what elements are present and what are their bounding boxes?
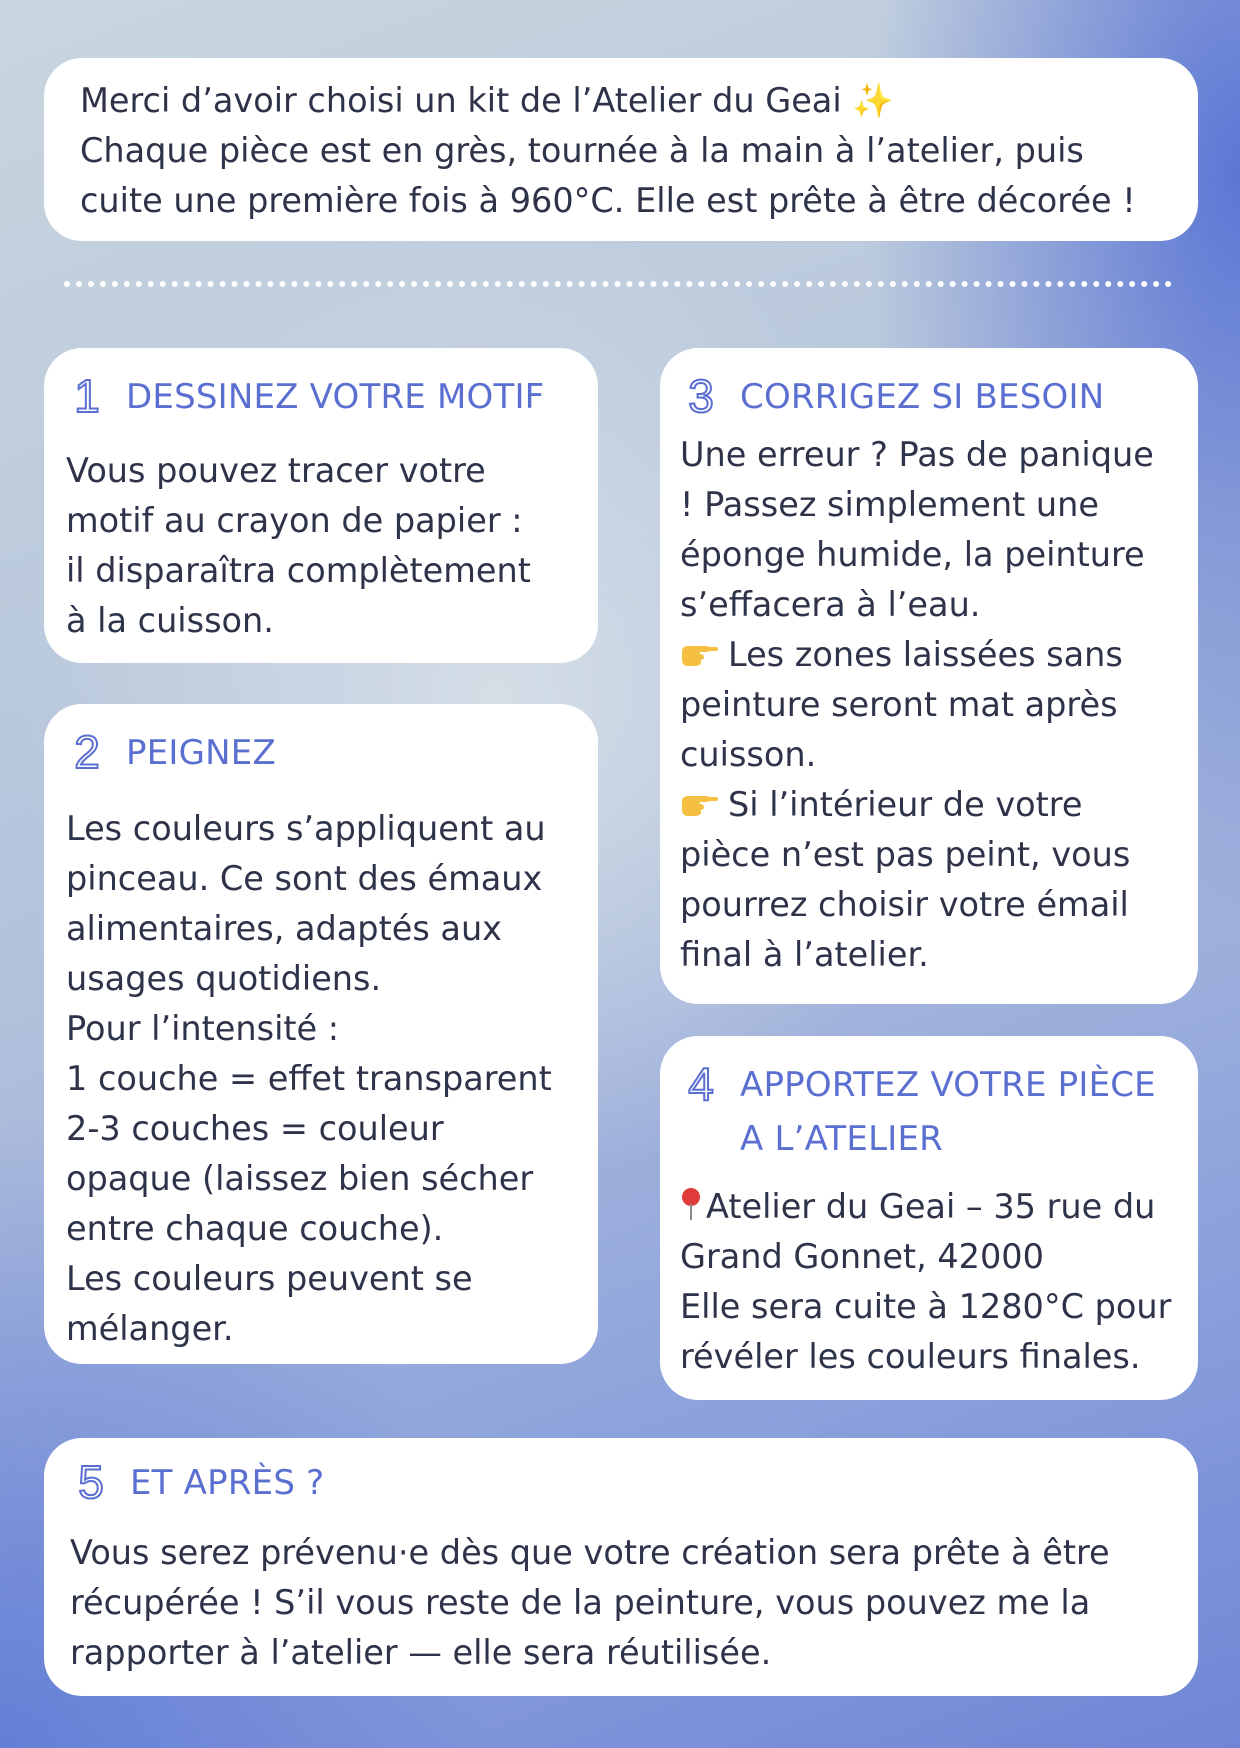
step4-line: Atelier du Geai – 35 rue du bbox=[706, 1187, 1156, 1226]
step4-line: Grand Gonnet, 42000 bbox=[680, 1237, 1044, 1276]
svg-text:3: 3 bbox=[688, 372, 714, 418]
number-5-icon bbox=[70, 1458, 112, 1502]
step5-line: rapporter à l’atelier — elle sera réutilisée. bbox=[70, 1633, 772, 1672]
step-header-1 bbox=[66, 370, 576, 424]
step-header-4 bbox=[680, 1058, 1178, 1166]
number-1-icon bbox=[66, 372, 108, 416]
step1-line: Vous pouvez tracer votre bbox=[66, 451, 486, 490]
step2-line: opaque (laissez bien sécher bbox=[66, 1159, 534, 1198]
svg-text:2: 2 bbox=[74, 728, 100, 774]
step2-line: usages quotidiens. bbox=[66, 959, 382, 998]
step-title-5: ET APRÈS ? bbox=[130, 1463, 325, 1503]
step3-line: peinture seront mat après bbox=[680, 685, 1118, 724]
step-card-5 bbox=[44, 1438, 1198, 1696]
sparkle-icon: ✨ bbox=[852, 81, 895, 120]
step2-line: 1 couche = effet transparent bbox=[66, 1059, 552, 1098]
step4-title-line: A L’ATELIER bbox=[740, 1119, 943, 1159]
intro-line-1: Merci d’avoir choisi un kit de l’Atelier du Geai bbox=[80, 81, 842, 120]
step2-line: Pour l’intensité : bbox=[66, 1009, 340, 1048]
step4-title-line: APPORTEZ VOTRE PIÈCE bbox=[740, 1065, 1156, 1105]
step3-line: Les zones laissées sans bbox=[728, 635, 1123, 674]
step1-line: à la cuisson. bbox=[66, 601, 274, 640]
step1-line: il disparaîtra complètement bbox=[66, 551, 531, 590]
step-header-5 bbox=[70, 1456, 1172, 1510]
step4-line: Elle sera cuite à 1280°C pour bbox=[680, 1287, 1172, 1326]
step2-line: mélanger. bbox=[66, 1309, 234, 1348]
dotted-divider bbox=[64, 281, 1172, 287]
step-body-2 bbox=[66, 804, 576, 1354]
step2-line: entre chaque couche). bbox=[66, 1209, 444, 1248]
step-title-4 bbox=[740, 1058, 1156, 1166]
location-pin-icon bbox=[680, 1186, 702, 1222]
step2-line: Les couleurs s’appliquent au bbox=[66, 809, 546, 848]
step2-line: pinceau. Ce sont des émaux bbox=[66, 859, 543, 898]
step-body-4 bbox=[680, 1182, 1178, 1382]
number-3-icon bbox=[680, 372, 722, 416]
step-card-1 bbox=[44, 348, 598, 663]
step2-line: Les couleurs peuvent se bbox=[66, 1259, 473, 1298]
intro-line-2: Chaque pièce est en grès, tournée à la main à l’atelier, puis bbox=[80, 131, 1084, 170]
pointing-hand-icon bbox=[680, 642, 720, 668]
step5-line: Vous serez prévenu·e dès que votre création sera prête à être bbox=[70, 1533, 1110, 1572]
step3-line: Si l’intérieur de votre bbox=[728, 785, 1083, 824]
step3-line: éponge humide, la peinture bbox=[680, 535, 1145, 574]
svg-text:1: 1 bbox=[74, 372, 100, 418]
step-card-2 bbox=[44, 704, 598, 1364]
step3-line: Une erreur ? Pas de panique bbox=[680, 435, 1154, 474]
step-body-1 bbox=[66, 446, 576, 646]
step1-line: motif au crayon de papier : bbox=[66, 501, 523, 540]
step5-line: récupérée ! S’il vous reste de la peinture, vous pouvez me la bbox=[70, 1583, 1091, 1622]
intro-line-3: cuite une première fois à 960°C. Elle est prête à être décorée ! bbox=[80, 181, 1136, 220]
step-body-3 bbox=[680, 430, 1178, 980]
number-2-icon bbox=[66, 728, 108, 772]
step-title-3: CORRIGEZ SI BESOIN bbox=[740, 377, 1105, 417]
step4-line: révéler les couleurs finales. bbox=[680, 1337, 1141, 1376]
step-title-2: PEIGNEZ bbox=[126, 733, 276, 773]
step-header-2 bbox=[66, 726, 576, 780]
number-4-icon bbox=[680, 1060, 722, 1104]
step-card-3 bbox=[660, 348, 1198, 1004]
step-title-1: DESSINEZ VOTRE MOTIF bbox=[126, 377, 545, 417]
step3-line: ! Passez simplement une bbox=[680, 485, 1099, 524]
step3-line: s’effacera à l’eau. bbox=[680, 585, 981, 624]
svg-text:4: 4 bbox=[688, 1060, 714, 1106]
step3-line: pièce n’est pas peint, vous bbox=[680, 835, 1131, 874]
step3-line: cuisson. bbox=[680, 735, 817, 774]
step-header-3 bbox=[680, 370, 1178, 424]
step-body-5 bbox=[70, 1528, 1172, 1678]
step3-line: pourrez choisir votre émail bbox=[680, 885, 1129, 924]
step3-line: final à l’atelier. bbox=[680, 935, 929, 974]
pointing-hand-icon bbox=[680, 792, 720, 818]
step-card-4 bbox=[660, 1036, 1198, 1400]
intro-card bbox=[44, 58, 1198, 241]
svg-text:5: 5 bbox=[78, 1458, 104, 1504]
step2-line: alimentaires, adaptés aux bbox=[66, 909, 503, 948]
step2-line: 2-3 couches = couleur bbox=[66, 1109, 444, 1148]
